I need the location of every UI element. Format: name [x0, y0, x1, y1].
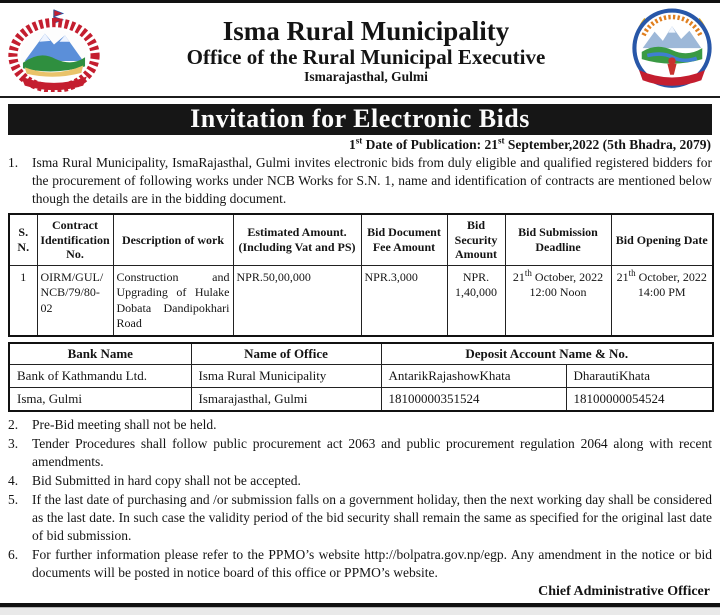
list-item-number: 3.: [8, 436, 19, 452]
cell-account-no-1: 18100000351524: [381, 388, 566, 412]
cell-sn: 1: [9, 265, 37, 336]
col-sn: S. N.: [9, 214, 37, 265]
contract-id-line: NCB/79/80-02: [40, 285, 100, 315]
pub-part: 1: [348, 137, 356, 152]
list-item-text: Pre-Bid meeting shall not be held.: [32, 417, 217, 433]
list-item-4: [8, 472, 712, 490]
opening-date-line: 21th October, 2022: [616, 267, 707, 284]
bank-deposit-table: [8, 342, 714, 412]
col-bid-doc-fee: Bid Document Fee Amount: [361, 214, 447, 265]
header-divider-rule: [0, 96, 720, 98]
list-item-text: For further information please refer to the PPMO’s website http://bolpatra.gov.np/egp. Any amendment in the notice or bid documents will be posted in notice board of this office or PPMO’s website.: [32, 547, 712, 581]
bid-security-line: 1,40,000: [455, 285, 497, 300]
bid-details-table: [8, 213, 714, 337]
list-item-5: [8, 491, 712, 545]
pub-sup: st: [497, 135, 505, 146]
list-item-text: Isma Rural Municipality, IsmaRajasthal, Gulmi invites electronic bids from duly eligible and qualified registered bidders for the procurement of following works under NCB Works for S.N. 1, name and identification of contracts are mentioned below though the details are in the bidding document.: [32, 155, 712, 206]
notice-title-banner: [8, 104, 712, 135]
pub-part: September,2022 (5th Bhadra, 2079): [504, 137, 711, 152]
cell-bid-security: [447, 265, 505, 336]
list-item-text: Bid Submitted in hard copy shall not be accepted.: [32, 473, 301, 489]
document-header: [0, 3, 720, 96]
col-bank-name: Bank Name: [9, 343, 191, 365]
conditions-list: [0, 416, 720, 582]
cell-office-name: Isma Rural Municipality: [191, 365, 381, 388]
cell-account-name-2: DharautiKhata: [566, 365, 713, 388]
pub-sup: st: [355, 135, 363, 146]
list-item-number: 1.: [8, 155, 19, 170]
cell-description: Construction and Upgrading of Hulake Dobata Dandipokhari Road: [113, 265, 233, 336]
municipality-title: Isma Rural Municipality: [222, 15, 510, 46]
col-office-name: Name of Office: [191, 343, 381, 365]
list-item-number: 6.: [8, 547, 19, 563]
col-bid-security: Bid Security Amount: [447, 214, 505, 265]
col-estimated-amount: Estimated Amount. (Including Vat and PS): [233, 214, 361, 265]
list-item-6: [8, 546, 712, 582]
cell-submission-deadline: [505, 265, 611, 336]
cell-account-name-1: AntarikRajashowKhata: [381, 365, 566, 388]
cell-contract-id: [37, 265, 113, 336]
bid-security-line: NPR.: [462, 269, 490, 284]
submission-date-line: 21th October, 2022: [512, 267, 604, 284]
header-text-block: [102, 16, 630, 85]
pub-part: Date of Publication: 21: [362, 137, 498, 152]
office-subtitle: Office of the Rural Municipal Executive: [186, 44, 546, 69]
col-opening-date: Bid Opening Date: [611, 214, 713, 265]
cell-estimated-amount: NPR.50,00,000: [233, 265, 361, 336]
list-item-text: Tender Procedures shall follow public procurement act 2063 and public procurement regulation 2064 along with recent amendments.: [32, 436, 712, 470]
cell-account-no-2: 18100000054524: [566, 388, 713, 412]
publication-date-line: [8, 137, 711, 153]
list-item-3: [8, 435, 712, 471]
bank-table-row: [9, 365, 713, 388]
nepal-government-emblem-icon: [6, 8, 102, 92]
signatory-title: Chief Administrative Officer: [538, 584, 710, 600]
opening-time-line: 14:00 PM: [637, 285, 686, 300]
col-contract-id: Contract Identification No.: [37, 214, 113, 265]
bank-table-header-row: [9, 343, 713, 365]
bid-table-header-row: [9, 214, 713, 265]
notice-title: Invitation for Electronic Bids: [190, 104, 530, 133]
list-item-2: [8, 416, 712, 434]
office-location: Ismarajasthal, Gulmi: [304, 69, 428, 85]
cell-bank-name: Bank of Kathmandu Ltd.: [9, 365, 191, 388]
list-item-number: 4.: [8, 473, 19, 489]
col-deposit-account: Deposit Account Name & No.: [381, 343, 713, 365]
bank-table-row: [9, 388, 713, 412]
list-item-number: 5.: [8, 492, 19, 508]
cell-office-location: Ismarajasthal, Gulmi: [191, 388, 381, 412]
cell-opening-date: [611, 265, 713, 336]
municipality-emblem-icon: [630, 6, 714, 94]
cell-bank-branch: Isma, Gulmi: [9, 388, 191, 412]
list-item-1: [8, 154, 712, 208]
col-submission-deadline: Bid Submission Deadline: [505, 214, 611, 265]
col-description: Description of work: [113, 214, 233, 265]
cell-bid-doc-fee: NPR.3,000: [361, 265, 447, 336]
page-bottom-margin: [0, 607, 720, 615]
bid-table-row: [9, 265, 713, 336]
list-item-number: 2.: [8, 417, 19, 433]
submission-time-line: 12:00 Noon: [529, 285, 587, 300]
contract-id-line: OIRM/GUL/: [40, 269, 104, 284]
list-item-text: If the last date of purchasing and /or submission falls on a government holiday, then the next working day shall be considered as the last date. In such case the validity period of the bid security shall remain the same as specified for the original last date of bid submission.: [32, 492, 712, 544]
